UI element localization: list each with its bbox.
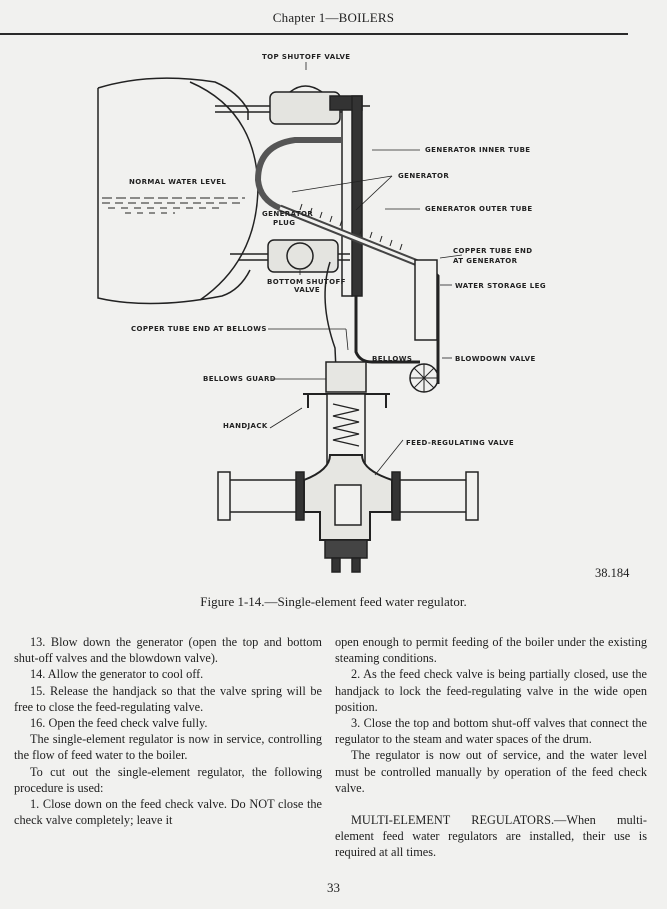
label-generator-inner-tube: GENERATOR INNER TUBE — [425, 146, 531, 154]
label-feed-regulating-valve: FEED-REGULATING VALVE — [406, 439, 515, 447]
paragraph: 13. Blow down the generator (open the top and bottom shut-off valves and the blowdown valve). — [14, 635, 322, 666]
label-bottom-shutoff-valve-line2: VALVE — [294, 286, 321, 294]
paragraph: 2. As the feed check valve is being partially closed, use the handjack to lock the feed-regulating valve in the wide open position. — [335, 667, 647, 714]
paragraph: 16. Open the feed check valve fully. — [30, 716, 208, 731]
generator-u-bend — [258, 140, 342, 208]
water-storage-leg — [415, 260, 437, 340]
section-paragraph-multi-element-regulators: MULTI-ELEMENT REGULATORS.—When multi-element feed water regulators are installed, their use is required at all times. — [335, 813, 647, 860]
label-generator-plug-line2: PLUG — [273, 219, 296, 227]
page-number: 33 — [327, 880, 340, 895]
paragraph: 3. Close the top and bottom shut-off valves that connect the regulator to the steam and water spaces of the drum. — [335, 716, 647, 747]
regulator-diagram — [0, 36, 667, 576]
paragraph: 15. Release the handjack so that the valve spring will be free to close the feed-regulating valve. — [14, 683, 322, 714]
label-copper-tube-end-generator-line1: COPPER TUBE END — [453, 247, 533, 255]
paragraph: 14. Allow the generator to cool off. — [30, 667, 204, 682]
paragraph: The regulator is now out of service, and the water level must be controlled manually by operation of the feed check valve. — [335, 748, 647, 795]
label-generator-outer-tube: GENERATOR OUTER TUBE — [425, 205, 533, 213]
label-top-shutoff-valve: TOP SHUTOFF VALVE — [262, 53, 351, 61]
bottom-shutoff-valve-body — [268, 240, 338, 272]
paragraph: The single-element regulator is now in service, controlling the flow of feed water to the boiler. — [14, 732, 322, 763]
label-generator-plug-line1: GENERATOR — [262, 210, 314, 218]
running-header: Chapter 1—BOILERS — [272, 10, 395, 25]
label-generator: GENERATOR — [398, 172, 450, 180]
label-bottom-shutoff-valve-line1: BOTTOM SHUTOFF — [267, 278, 346, 286]
label-copper-tube-end-bellows: COPPER TUBE END AT BELLOWS — [131, 325, 267, 333]
label-handjack: HANDJACK — [223, 422, 268, 430]
water-level-lines — [102, 198, 245, 213]
label-water-storage-leg: WATER STORAGE LEG — [455, 282, 546, 290]
tube-loop — [356, 296, 420, 362]
header-rule — [0, 33, 628, 35]
label-normal-water-level: NORMAL WATER LEVEL — [129, 178, 227, 186]
label-bellows-guard: BELLOWS GUARD — [203, 375, 276, 383]
paragraph: 1. Close down on the feed check valve. Do NOT close the check valve completely; leave it — [14, 797, 322, 828]
right-column — [335, 634, 647, 861]
paragraph: To cut out the single-element regulator, the following procedure is used: — [14, 764, 322, 795]
bellows-guard — [326, 362, 366, 392]
label-bellows: BELLOWS — [372, 355, 413, 363]
figure-caption: Figure 1-14.—Single-element feed water regulator. — [200, 594, 467, 609]
valve-bottom-cap — [325, 540, 367, 558]
left-column — [14, 634, 322, 828]
paragraph: open enough to permit feeding of the boiler under the existing steaming conditions. — [335, 635, 647, 666]
figure-number: 38.184 — [595, 566, 630, 580]
label-blowdown-valve: BLOWDOWN VALVE — [455, 355, 536, 363]
label-copper-tube-end-generator-line2: AT GENERATOR — [453, 257, 518, 265]
figure-diagram — [0, 36, 667, 576]
